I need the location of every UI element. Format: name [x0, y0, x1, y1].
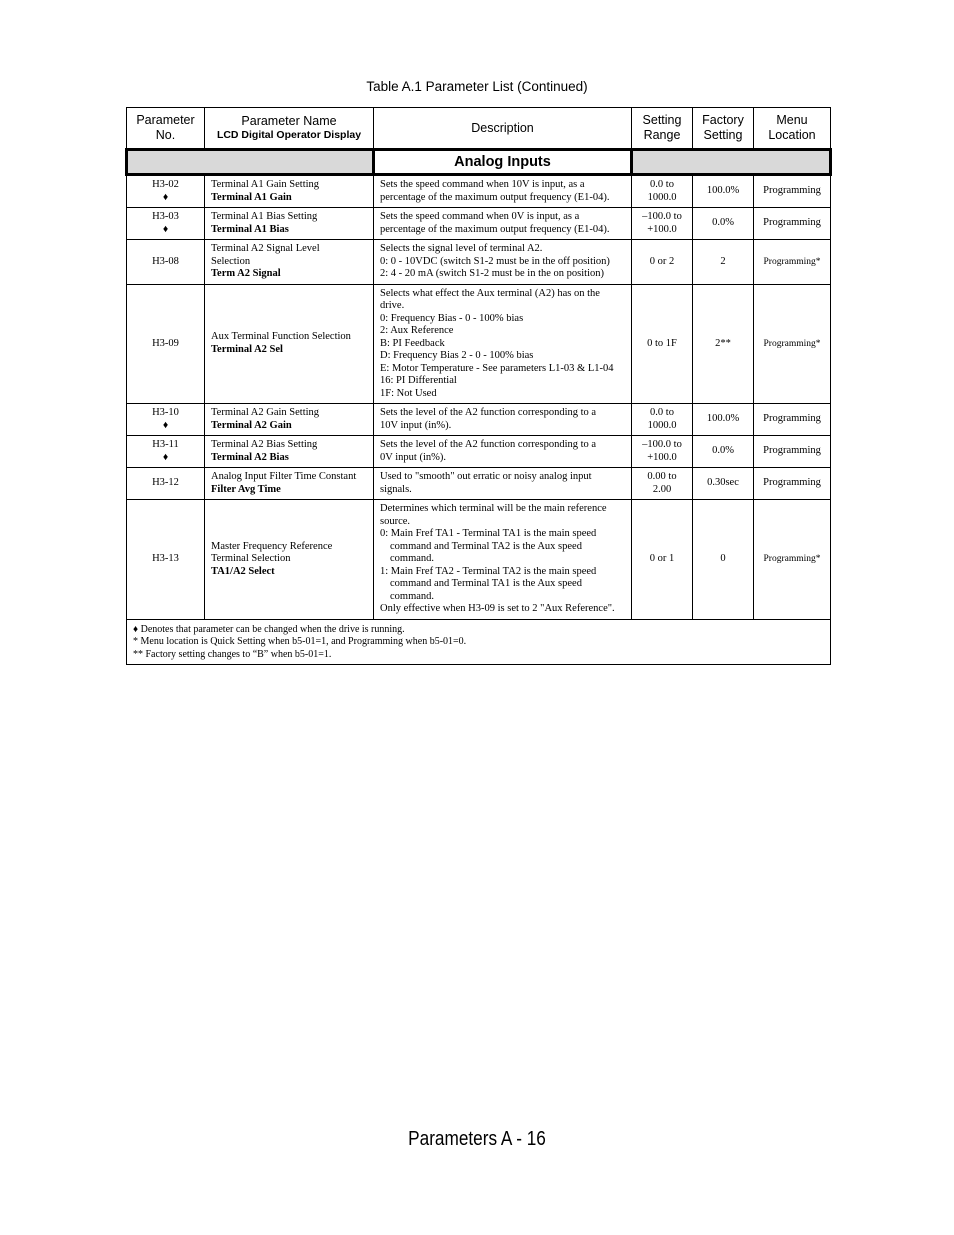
- lcd-display-name: TA1/A2 Select: [211, 565, 275, 577]
- header-menu-location-line2: Location: [768, 128, 816, 142]
- run-change-diamond-icon: ♦: [162, 191, 169, 203]
- param-name-cell: [205, 436, 374, 468]
- param-name-line: Selection: [211, 255, 251, 267]
- param-name-line: Terminal A1 Gain Setting: [211, 179, 320, 190]
- run-change-diamond-icon: ♦: [162, 223, 169, 235]
- description-line: Sets the speed command when 0V is input, as a: [380, 211, 580, 222]
- setting-range-line: 1000.0: [647, 191, 677, 203]
- description-line: command and Terminal TA2 is the Aux speed: [390, 540, 582, 552]
- page-footer: Parameters A - 16: [408, 1128, 546, 1150]
- header-param-name-label: Parameter Name: [241, 114, 337, 128]
- param-name-cell: [205, 208, 374, 240]
- param-number: H3-02: [152, 179, 179, 190]
- setting-range-cell: [632, 468, 693, 500]
- description-cell: [374, 208, 632, 240]
- section-spacer-left: [127, 150, 374, 175]
- description-line: Selects what effect the Aux terminal (A2) has on the: [380, 287, 600, 299]
- setting-range-line: 0.0 to: [650, 179, 674, 190]
- menu-location-cell: Programming: [754, 404, 831, 436]
- lcd-display-name: Terminal A2 Bias: [211, 451, 289, 463]
- param-name-cell: [205, 175, 374, 208]
- header-menu-location: [754, 108, 831, 150]
- param-number-cell: [127, 208, 205, 240]
- header-description: Description: [374, 108, 632, 150]
- factory-setting-cell: 0.30sec: [693, 468, 754, 500]
- description-cell: [374, 404, 632, 436]
- description-line: Sets the level of the A2 function corresponding to a: [380, 439, 597, 450]
- description-cell: [374, 500, 632, 620]
- section-row: [127, 150, 831, 175]
- param-number: H3-08: [152, 255, 179, 267]
- setting-range-line: 0 to 1F: [647, 337, 677, 349]
- factory-setting-cell: 0.0%: [693, 208, 754, 240]
- lcd-display-name: Terminal A1 Gain: [211, 191, 292, 203]
- description-line: percentage of the maximum output frequency (E1-04).: [380, 223, 610, 235]
- run-change-diamond-icon: ♦: [162, 451, 169, 463]
- param-name-line: Terminal A1 Bias Setting: [211, 211, 318, 222]
- setting-range-line: +100.0: [647, 223, 677, 235]
- table-row: [127, 404, 831, 436]
- run-change-diamond-icon: ♦: [162, 419, 169, 431]
- header-param-name: [205, 108, 374, 150]
- param-name-line: Terminal A2 Bias Setting: [211, 439, 318, 450]
- setting-range-cell: [632, 175, 693, 208]
- table-row: [127, 240, 831, 285]
- param-name-cell: [205, 240, 374, 285]
- description-line: percentage of the maximum output frequency (E1-04).: [380, 191, 610, 203]
- setting-range-line: 0 or 1: [649, 553, 675, 564]
- table-row: [127, 436, 831, 468]
- param-name-cell: [205, 468, 374, 500]
- description-line: Determines which terminal will be the main reference: [380, 503, 607, 514]
- menu-location-cell: Programming*: [754, 240, 831, 285]
- header-lcd-display-label: LCD Digital Operator Display: [216, 129, 362, 141]
- description-line: B: PI Feedback: [380, 337, 445, 349]
- footnote-double-asterisk: ** Factory setting changes to “B” when b5-01=1.: [133, 648, 332, 660]
- description-line: command.: [390, 590, 435, 602]
- description-cell: [374, 240, 632, 285]
- menu-location-cell: Programming: [754, 436, 831, 468]
- setting-range-line: +100.0: [647, 451, 677, 463]
- lcd-display-name: Terminal A1 Bias: [211, 223, 289, 235]
- setting-range-line: 1000.0: [647, 419, 677, 431]
- footnotes-cell: [127, 619, 831, 665]
- description-line: Used to "smooth" out erratic or noisy analog input: [380, 471, 592, 482]
- setting-range-cell: [632, 240, 693, 285]
- setting-range-cell: [632, 284, 693, 404]
- lcd-display-name: Term A2 Signal: [211, 268, 281, 279]
- header-param-no: [127, 108, 205, 150]
- header-row: [127, 108, 831, 150]
- description-line: Sets the speed command when 10V is input, as a: [380, 179, 585, 190]
- menu-location-cell: Programming*: [754, 500, 831, 620]
- setting-range-cell: [632, 404, 693, 436]
- setting-range-line: 2.00: [652, 483, 672, 495]
- description-line: 2: Aux Reference: [380, 325, 454, 336]
- param-number: H3-09: [152, 337, 179, 349]
- param-number-cell: [127, 284, 205, 404]
- setting-range-line: –100.0 to: [642, 439, 682, 450]
- param-number-cell: [127, 436, 205, 468]
- header-setting-range-line1: Setting: [642, 113, 682, 127]
- param-number: H3-12: [152, 477, 179, 489]
- factory-setting-cell: 0: [693, 500, 754, 620]
- param-name-line: Terminal Selection: [211, 553, 291, 564]
- description-line: command.: [390, 553, 435, 564]
- description-cell: [374, 468, 632, 500]
- description-line: 16: PI Differential: [380, 375, 457, 386]
- footnotes-row: [127, 619, 831, 665]
- description-cell: [374, 175, 632, 208]
- description-line: D: Frequency Bias 2 - 0 - 100% bias: [380, 350, 534, 361]
- header-menu-location-line1: Menu: [776, 113, 808, 127]
- param-name-cell: [205, 500, 374, 620]
- description-line: drive.: [380, 300, 405, 311]
- factory-setting-cell: 100.0%: [693, 404, 754, 436]
- setting-range-line: 0.00 to: [647, 471, 677, 482]
- description-line: E: Motor Temperature - See parameters L1-03 & L1-04: [380, 362, 614, 374]
- setting-range-line: –100.0 to: [642, 211, 682, 222]
- header-param-no-line2: No.: [155, 128, 176, 142]
- menu-location-cell: Programming: [754, 208, 831, 240]
- description-line: Only effective when H3-09 is set to 2 "Aux Reference".: [380, 603, 615, 614]
- setting-range-line: 0.0 to: [650, 407, 674, 418]
- table-row: [127, 468, 831, 500]
- description-line: source.: [380, 515, 411, 527]
- param-name-line: Aux Terminal Function Selection: [211, 331, 351, 343]
- header-param-no-line1: Parameter: [136, 113, 195, 127]
- description-line: 0: 0 - 10VDC (switch S1-2 must be in the off position): [380, 255, 610, 267]
- menu-location-cell: Programming: [754, 468, 831, 500]
- param-number-cell: [127, 404, 205, 436]
- description-line: 0: Frequency Bias - 0 - 100% bias: [380, 312, 524, 324]
- description-line: Selects the signal level of terminal A2.: [380, 243, 543, 254]
- footnote-diamond: ♦ Denotes that parameter can be changed when the drive is running.: [133, 623, 405, 635]
- factory-setting-cell: 100.0%: [693, 175, 754, 208]
- section-title: Analog Inputs: [374, 150, 632, 175]
- factory-setting-cell: 0.0%: [693, 436, 754, 468]
- section-spacer-right: [632, 150, 831, 175]
- param-name-cell: [205, 284, 374, 404]
- param-name-line: Terminal A2 Signal Level: [211, 243, 320, 254]
- param-number-cell: [127, 500, 205, 620]
- param-number: H3-10: [152, 407, 179, 418]
- param-number: H3-11: [152, 439, 179, 450]
- table-row: [127, 284, 831, 404]
- description-line: 1F: Not Used: [380, 387, 437, 399]
- description-line: 0V input (in%).: [380, 451, 447, 463]
- description-line: Sets the level of the A2 function corresponding to a: [380, 407, 597, 418]
- header-factory-setting-line1: Factory: [702, 113, 744, 127]
- header-factory-setting-line2: Setting: [703, 128, 743, 142]
- lcd-display-name: Terminal A2 Gain: [211, 419, 292, 431]
- description-line: 1: Main Fref TA2 - Terminal TA2 is the main speed: [380, 565, 597, 577]
- table-row: [127, 208, 831, 240]
- description-cell: [374, 284, 632, 404]
- param-number-cell: [127, 175, 205, 208]
- param-name-line: Terminal A2 Gain Setting: [211, 407, 320, 418]
- param-name-line: Master Frequency Reference: [211, 540, 333, 552]
- lcd-display-name: Terminal A2 Sel: [211, 343, 283, 355]
- setting-range-cell: [632, 500, 693, 620]
- header-setting-range: [632, 108, 693, 150]
- factory-setting-cell: 2**: [693, 284, 754, 404]
- param-number-cell: [127, 468, 205, 500]
- header-factory-setting: [693, 108, 754, 150]
- menu-location-cell: Programming: [754, 175, 831, 208]
- parameter-table: [125, 107, 832, 665]
- description-line: 2: 4 - 20 mA (switch S1-2 must be in the on position): [380, 268, 604, 279]
- description-line: command and Terminal TA1 is the Aux speed: [390, 578, 582, 589]
- table-row: [127, 500, 831, 620]
- factory-setting-cell: 2: [693, 240, 754, 285]
- setting-range-cell: [632, 208, 693, 240]
- description-line: signals.: [380, 483, 412, 495]
- param-name-line: Analog Input Filter Time Constant: [211, 471, 357, 482]
- footnote-asterisk: * Menu location is Quick Setting when b5-01=1, and Programming when b5-01=0.: [133, 636, 467, 647]
- description-line: 10V input (in%).: [380, 419, 452, 431]
- param-number-cell: [127, 240, 205, 285]
- param-number: H3-03: [152, 211, 179, 222]
- lcd-display-name: Filter Avg Time: [211, 483, 281, 495]
- menu-location-cell: Programming*: [754, 284, 831, 404]
- header-setting-range-line2: Range: [643, 128, 681, 142]
- setting-range-line: 0 or 2: [649, 255, 675, 267]
- table-caption: Table A.1 Parameter List (Continued): [366, 79, 588, 94]
- setting-range-cell: [632, 436, 693, 468]
- param-number: H3-13: [152, 553, 179, 564]
- param-name-cell: [205, 404, 374, 436]
- description-cell: [374, 436, 632, 468]
- description-line: 0: Main Fref TA1 - Terminal TA1 is the main speed: [380, 528, 597, 539]
- table-row: [127, 175, 831, 208]
